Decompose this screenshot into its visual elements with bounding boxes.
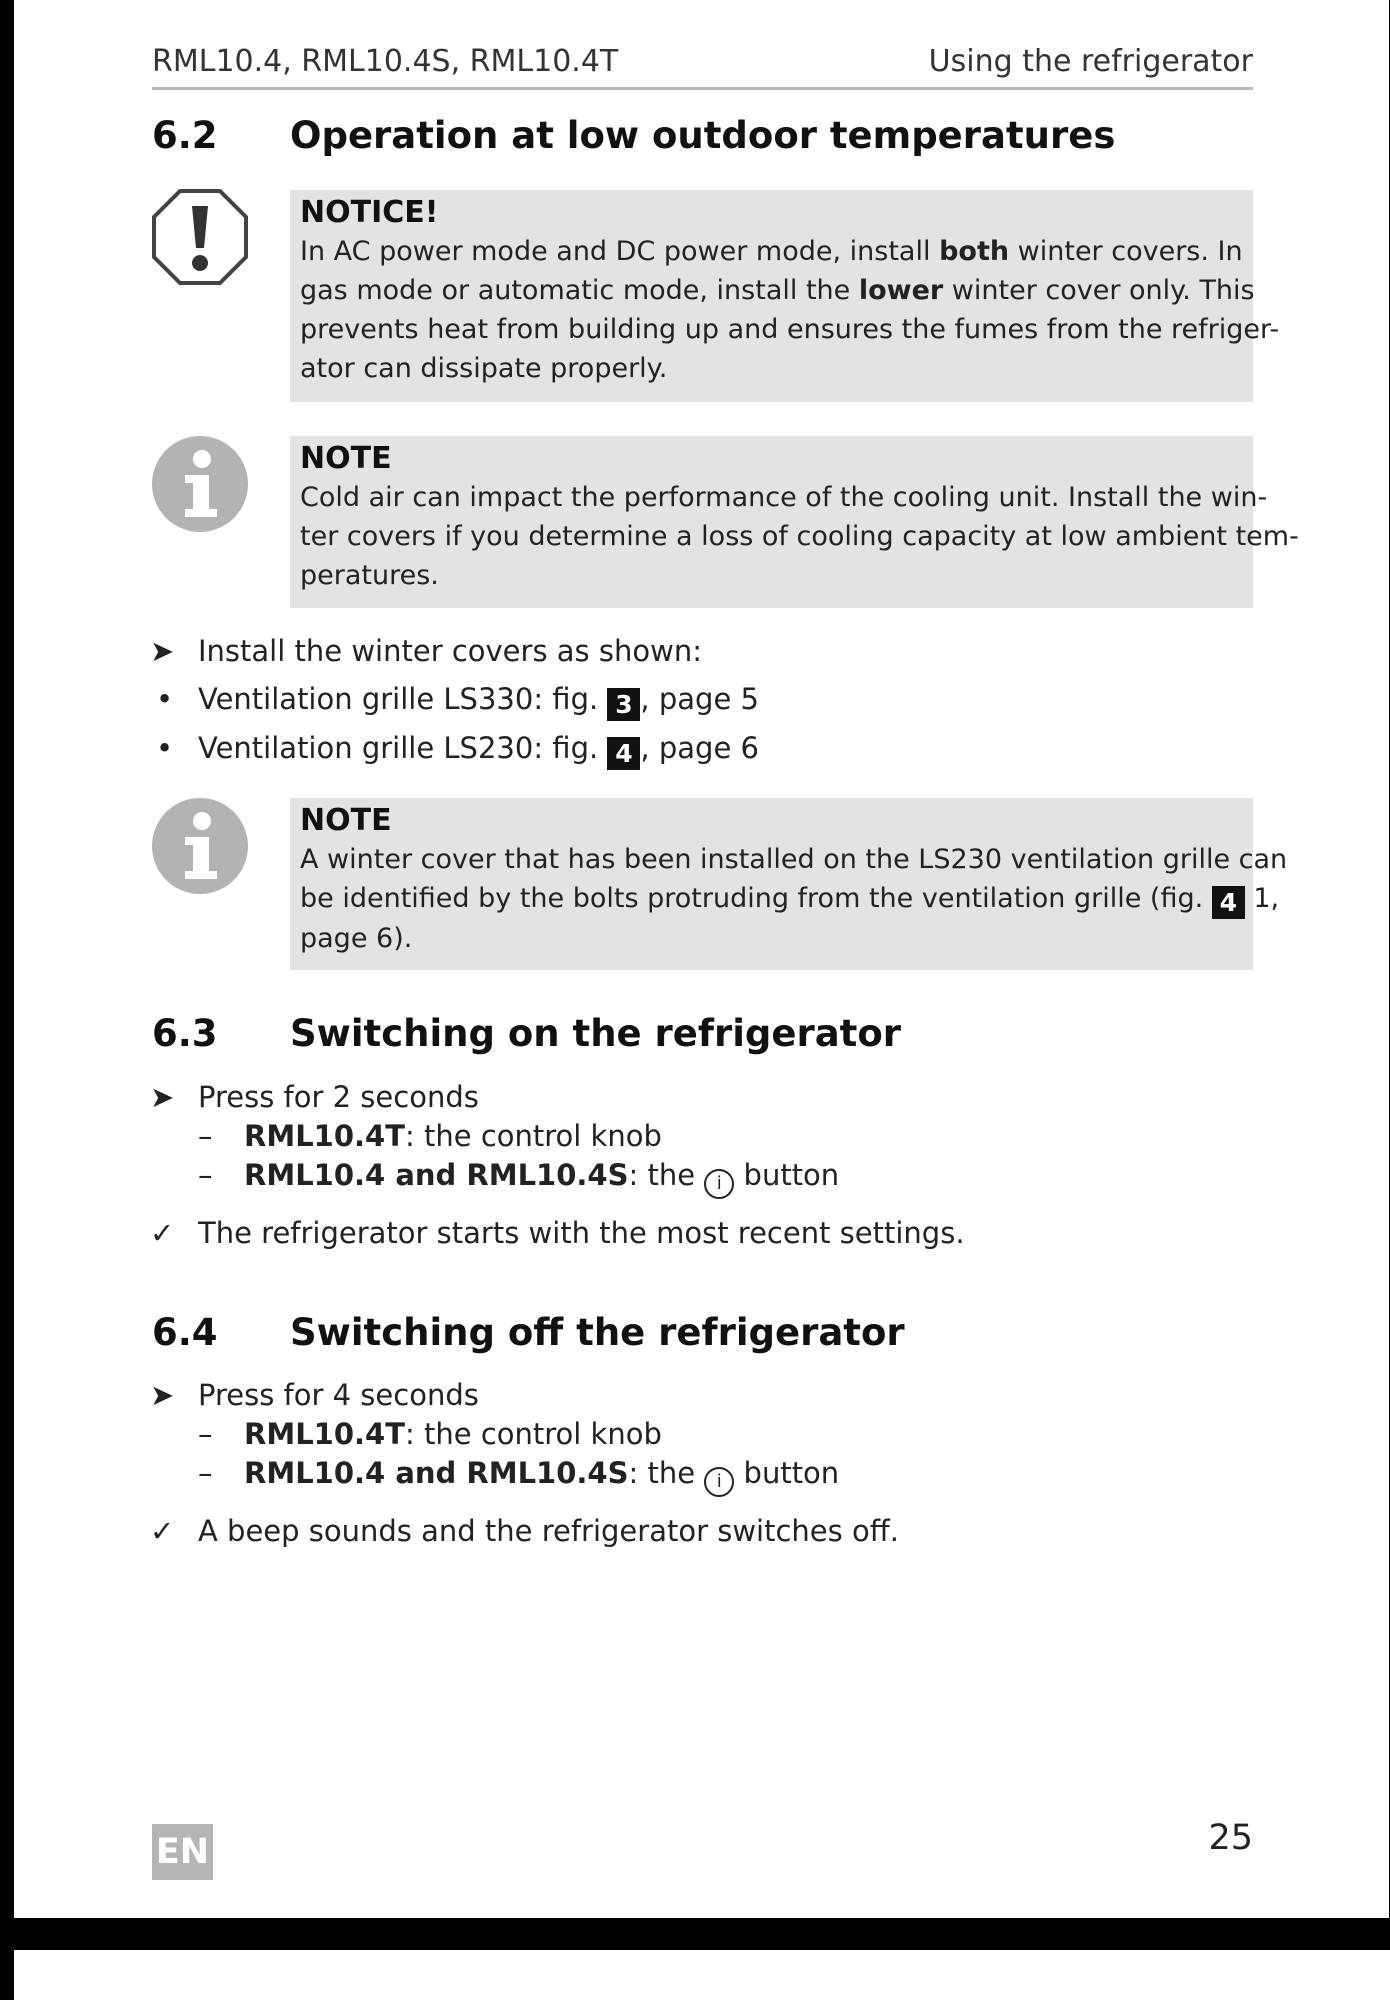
note-box [290,798,1288,970]
header-models: RML10.4, RML10.4S, RML10.4T [152,44,619,79]
language-badge: EN [152,1824,213,1880]
figure-ref-4: 4 [607,737,640,770]
power-button-icon: i [704,1169,734,1199]
section-title-6-2: Operation at low outdoor temperatures [290,114,1116,157]
instruction-step: Press for 4 seconds [198,1378,479,1412]
list-item: Ventilation grille LS230: fig. 4 , page 6 [198,731,759,768]
note-line: be identified by the bolts protruding from the ventilation grille (fig. 4 1, [300,883,1280,917]
note-line: Cold air can impact the performance of the cooling unit. Install the win- [300,482,1268,513]
dash-icon: – [198,1417,213,1451]
instruction-step: Press for 2 seconds [198,1080,479,1114]
sub-step: RML10.4T: the control knob [244,1417,662,1451]
note-box [290,436,1299,608]
dash-icon: – [198,1158,213,1192]
arrow-icon: ➤ [150,1080,175,1114]
arrow-icon: ➤ [150,1378,175,1412]
note-line: page 6). [300,923,413,954]
power-button-icon: i [704,1467,734,1497]
info-icon [151,435,249,533]
bullet-icon: • [156,682,174,716]
sub-step: RML10.4 and RML10.4S: the i button [244,1158,839,1199]
result-text: The refrigerator starts with the most recent settings. [198,1216,965,1250]
page-number: 25 [1208,1818,1253,1858]
notice-box [290,190,1280,402]
dash-icon: – [198,1456,213,1490]
check-icon: ✓ [150,1216,175,1250]
bullet-icon: • [156,731,174,765]
arrow-icon: ➤ [150,634,175,668]
section-number-6-4: 6.4 [152,1311,218,1354]
notice-line: gas mode or automatic mode, install the lower winter cover only. This [300,275,1255,306]
sub-step: RML10.4 and RML10.4S: the i button [244,1456,839,1497]
figure-ref-3: 3 [607,688,640,721]
instruction-step: Install the winter covers as shown: [198,634,702,668]
notice-line: prevents heat from building up and ensures the fumes from the refriger- [300,314,1280,345]
info-icon [151,797,249,895]
section-title-6-3: Switching on the refrigerator [290,1012,902,1055]
dash-icon: – [198,1119,213,1153]
next-page-edge [14,1950,1390,2000]
notice-title: NOTICE! [300,195,439,230]
result-text: A beep sounds and the refrigerator switches off. [198,1514,899,1548]
list-item: Ventilation grille LS330: fig. 3 , page 5 [198,682,759,719]
section-number-6-3: 6.3 [152,1012,218,1055]
note-line: A winter cover that has been installed on the LS230 ventilation grille can [300,844,1288,875]
notice-line: In AC power mode and DC power mode, install both winter covers. In [300,236,1243,267]
note-line: peratures. [300,560,439,591]
note-line: ter covers if you determine a loss of cooling capacity at low ambient tem- [300,521,1299,552]
notice-line: ator can dissipate properly. [300,353,668,384]
sub-step: RML10.4T: the control knob [244,1119,662,1153]
check-icon: ✓ [150,1514,175,1548]
manual-page [14,0,1389,1918]
note-title: NOTE [300,441,392,476]
warning-octagon-icon [151,188,249,286]
header-rule [152,87,1253,90]
section-title-6-4: Switching off the refrigerator [290,1311,905,1354]
section-number-6-2: 6.2 [152,114,218,157]
note-title: NOTE [300,803,392,838]
figure-ref-4: 4 [1212,886,1245,919]
header-chapter: Using the refrigerator [928,44,1253,79]
